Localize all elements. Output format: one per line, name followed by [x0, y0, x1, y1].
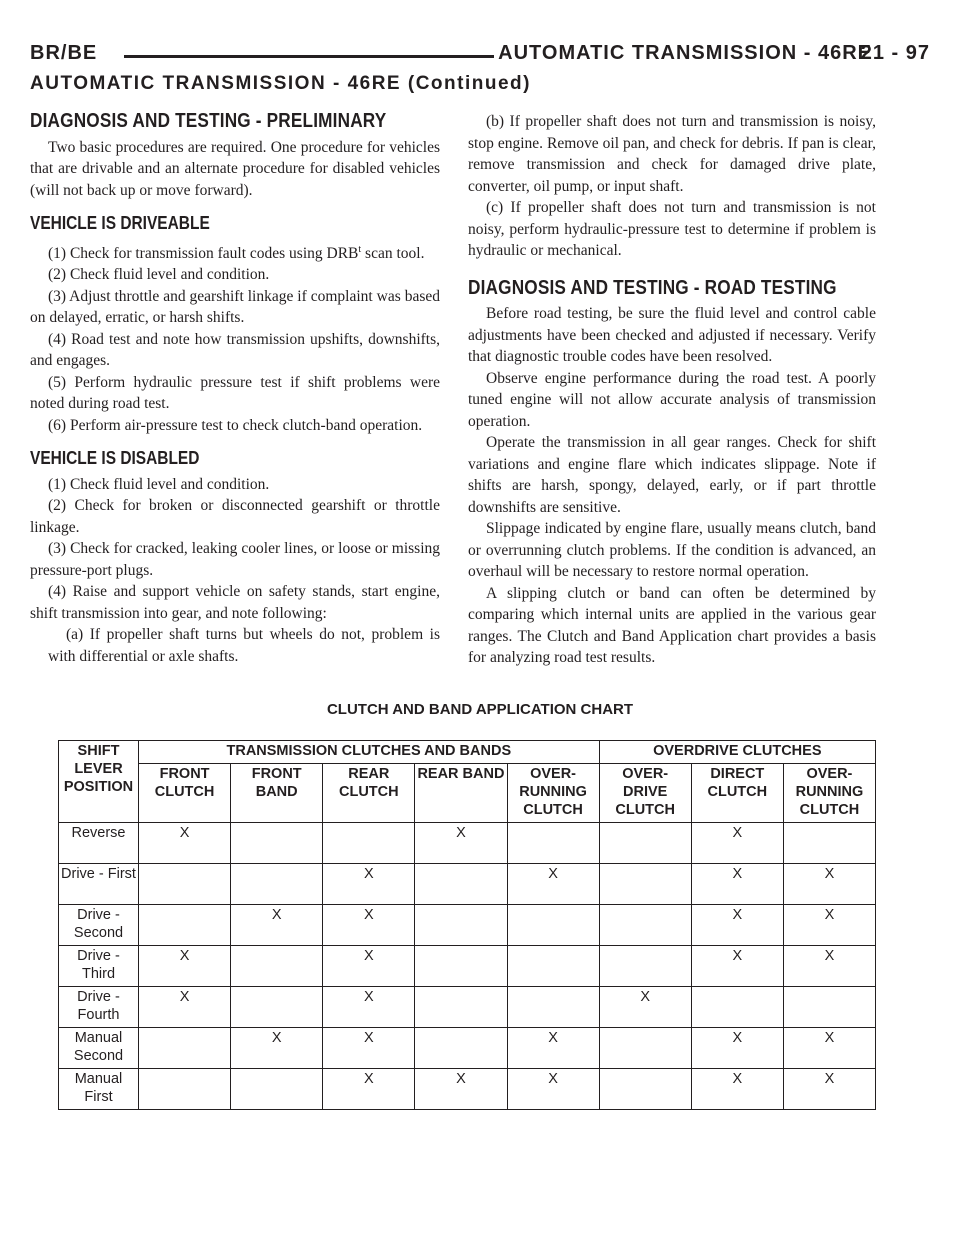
col-od-overrunning-clutch: OVER-RUNNING CLUTCH [783, 764, 875, 823]
table-cell: X [783, 1028, 875, 1069]
continued-title: AUTOMATIC TRANSMISSION - 46RE (Continued) [30, 73, 531, 94]
table-cell: X [783, 1069, 875, 1110]
table-cell: X [415, 1069, 507, 1110]
header-chapter-title: AUTOMATIC TRANSMISSION - 46RE [498, 42, 872, 64]
disabled-substep: (b) If propeller shaft does not turn and transmission is noisy, stop engine. Remove oil pan, and check for debris. If pan is clear, remove transmission and check for damaged drive plate, converter, oil pump, or input shaft. [468, 113, 876, 195]
table-cell: X [691, 1069, 783, 1110]
col-overrunning-clutch: OVER-RUNNING CLUTCH [507, 764, 599, 823]
table-row [59, 1028, 876, 1069]
table-cell: X [691, 905, 783, 946]
table-cell [231, 823, 323, 864]
preliminary-intro: Two basic procedures are required. One procedure for vehicles that are drivable and an alternate procedure for disabled vehicles (will not back up or move forward). [30, 138, 440, 199]
trademark-mark: t [358, 243, 362, 255]
table-cell [415, 946, 507, 987]
table-cell [139, 864, 231, 905]
table-cell: X [139, 823, 231, 864]
disabled-substep: (c) If propeller shaft does not turn and transmission is not noisy, perform hydraulic-pressure test to determine if problem is hydraulic or mechanical. [468, 199, 876, 259]
table-cell: X [783, 905, 875, 946]
table-cell [415, 905, 507, 946]
table-cell [691, 987, 783, 1028]
table-cell: X [507, 1028, 599, 1069]
disabled-heading: VEHICLE IS DISABLED [30, 448, 200, 469]
table-cell: X [415, 823, 507, 864]
table-cell [231, 864, 323, 905]
road-testing-paragraph: A slipping clutch or band can often be determined by comparing which internal units are applied in the various gear ranges. The Clutch and Band Application chart provides a basis for analyzing road test results. [468, 584, 876, 666]
disabled-step: (3) Check for cracked, leaking cooler lines, or loose or missing pressure-port plugs. [30, 540, 440, 579]
table-cell [507, 987, 599, 1028]
table-row [59, 987, 876, 1028]
table-cell [783, 823, 875, 864]
disabled-step: (4) Raise and support vehicle on safety stands, start engine, shift transmission into gear, and note following: [30, 583, 440, 622]
driveable-step: (3) Adjust throttle and gearshift linkage if complaint was based on delayed, erratic, or harsh shifts. [30, 287, 440, 327]
header-section-code: BR/BE [30, 42, 98, 64]
driveable-step: (4) Road test and note how transmission upshifts, downshifts, and engages. [30, 330, 440, 370]
table-cell [599, 1069, 691, 1110]
table-cell [599, 864, 691, 905]
table-cell [415, 1028, 507, 1069]
table-row [59, 864, 876, 905]
table-cell: X [507, 864, 599, 905]
table-cell: X [139, 946, 231, 987]
table-cell [139, 905, 231, 946]
table-cell [415, 864, 507, 905]
table-cell [323, 823, 415, 864]
table-cell: X [139, 987, 231, 1028]
row-position-label: Drive - Third [59, 946, 139, 987]
row-position-label: Drive - Second [59, 905, 139, 946]
table-cell: X [691, 864, 783, 905]
table-cell: X [783, 946, 875, 987]
table-cell [139, 1028, 231, 1069]
chart-title: CLUTCH AND BAND APPLICATION CHART [326, 701, 634, 718]
table-cell [599, 1028, 691, 1069]
road-testing-heading: DIAGNOSIS AND TESTING - ROAD TESTING [468, 276, 837, 299]
table-cell: X [691, 946, 783, 987]
table-row [59, 1069, 876, 1110]
driveable-step: (6) Perform air-pressure test to check clutch-band operation. [48, 416, 423, 434]
road-testing-paragraph: Observe engine performance during the road test. A poorly tuned engine will not allow accurate analysis of transmission operation. [468, 369, 876, 430]
road-testing-paragraph: Before road testing, be sure the fluid level and control cable adjustments have been checked and adjusted if necessary. Verify that diagnostic trouble codes have been resolved. [468, 305, 876, 365]
col-front-band: FRONT BAND [231, 764, 323, 823]
table-cell: X [231, 905, 323, 946]
row-position-label: Reverse [59, 823, 139, 864]
disabled-substep: (a) If propeller shaft turns but wheels do not, problem is with differential or axle shafts. [48, 626, 440, 665]
table-cell [139, 1069, 231, 1110]
table-cell: X [323, 905, 415, 946]
road-testing-paragraph: Operate the transmission in all gear ranges. Check for shift variations and engine flare which indicates slippage. Note if shifts are harsh, spongy, delayed, early, or if part throttle downshifts are sensitive. [468, 434, 876, 516]
col-rear-clutch: REAR CLUTCH [323, 764, 415, 823]
table-cell [599, 946, 691, 987]
disabled-step: (2) Check for broken or disconnected gearshift or throttle linkage. [30, 497, 440, 536]
table-cell [507, 823, 599, 864]
col-shift-lever-position: SHIFT LEVER POSITION [59, 741, 139, 823]
table-cell: X [323, 1069, 415, 1110]
table-row [59, 823, 876, 864]
table-cell: X [323, 987, 415, 1028]
table-cell: X [323, 864, 415, 905]
row-position-label: Drive - First [59, 864, 139, 905]
table-cell: X [783, 864, 875, 905]
table-cell [231, 987, 323, 1028]
table-cell [507, 905, 599, 946]
disabled-step: (1) Check fluid level and condition. [48, 475, 270, 493]
clutch-band-chart [58, 740, 876, 1110]
driveable-heading: VEHICLE IS DRIVEABLE [30, 213, 210, 233]
row-position-label: Drive - Fourth [59, 987, 139, 1028]
table-cell: X [323, 946, 415, 987]
col-overdrive-clutch: OVER-DRIVE CLUTCH [599, 764, 691, 823]
table-cell [415, 987, 507, 1028]
table-cell [231, 1069, 323, 1110]
table-row [59, 905, 876, 946]
left-column [30, 111, 440, 667]
col-direct-clutch: DIRECT CLUTCH [691, 764, 783, 823]
table-cell: X [231, 1028, 323, 1069]
table-cell: X [691, 1028, 783, 1069]
driveable-step: (2) Check fluid level and condition. [48, 266, 270, 284]
table-cell: X [599, 987, 691, 1028]
table-cell [231, 946, 323, 987]
row-position-label: Manual First [59, 1069, 139, 1110]
driveable-step: (1) Check for transmission fault codes using DRB$^t$ scan tool. [48, 243, 425, 262]
col-rear-band: REAR BAND [415, 764, 507, 823]
table-row [59, 946, 876, 987]
header-rule [124, 55, 494, 58]
table-cell [783, 987, 875, 1028]
road-testing-paragraph: Slippage indicated by engine flare, usually means clutch, band or overrunning clutch problems. If the condition is advanced, an overhaul will be necessary to restore normal operation. [468, 520, 876, 580]
table-cell [507, 946, 599, 987]
chart-body [59, 823, 876, 1110]
table-cell [599, 823, 691, 864]
group-transmission-clutches: TRANSMISSION CLUTCHES AND BANDS [139, 741, 600, 764]
driveable-step: (5) Perform hydraulic pressure test if shift problems were noted during road test. [30, 373, 440, 413]
preliminary-heading: DIAGNOSIS AND TESTING - PRELIMINARY [30, 110, 387, 132]
row-position-label: Manual Second [59, 1028, 139, 1069]
header-page-number: 21 - 97 [860, 42, 930, 64]
table-cell: X [507, 1069, 599, 1110]
table-cell [599, 905, 691, 946]
table-cell: X [323, 1028, 415, 1069]
right-column [468, 111, 876, 669]
col-front-clutch: FRONT CLUTCH [139, 764, 231, 823]
group-overdrive-clutches: OVERDRIVE CLUTCHES [599, 741, 875, 764]
table-cell: X [691, 823, 783, 864]
